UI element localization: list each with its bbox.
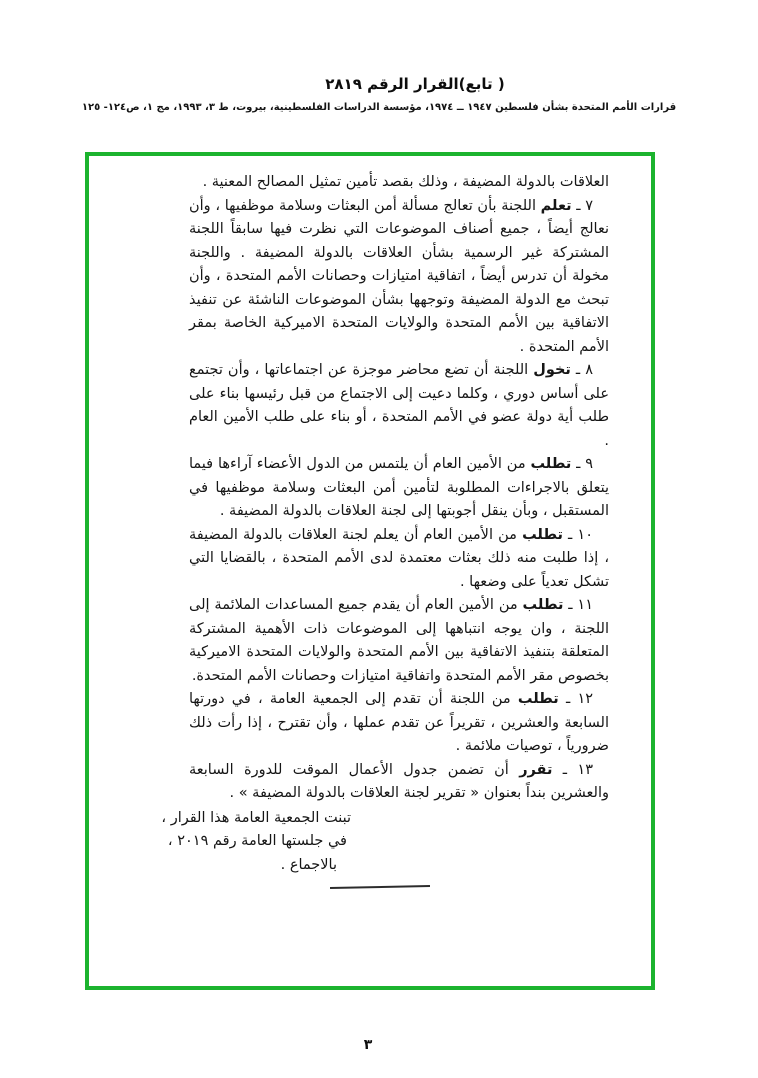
paragraph: ٨ ـ تخول اللجنة أن تضع محاضر موجزة عن اجتماعاتها ، وأن تجتمع على أساس دوري ، وكلما دعيت إلى الاجتماع من قبل رئيسها بناء على طلب أية دولة عضو في الأمم المتحدة ، أو بناء على طلب الأمين العام .: [189, 362, 609, 449]
divider: [330, 885, 430, 889]
paragraph: ٩ ـ تطلب من الأمين العام أن يلتمس من الدول الأعضاء آراءها فيما يتعلق بالاجراءات المطلوبة لتأمين أمن البعثات وسلامة موظفيها في المستقبل ، وبأن ينقل أجوبتها إلى لجنة العلاقات بالدولة المضيفة .: [189, 456, 609, 519]
paragraph: ١٢ ـ تطلب من اللجنة أن تقدم إلى الجمعية العامة ، في دورتها السابعة والعشرين ، تقريراً عن تقدم عملها ، وأن تقترح ، إذا رأت ذلك ضرورياً ، توصيات ملائمة .: [189, 691, 609, 754]
page-number: ٣: [363, 1037, 373, 1053]
highlight-box: [85, 152, 655, 990]
paragraph: ١٠ ـ تطلب من الأمين العام أن يعلم لجنة العلاقات بالدولة المضيفة ، إذا طلبت منه ذلك بعثات معتمدة لدى الأمم المتحدة ، بالقضايا التي تشكل تعدياً على وضعها .: [189, 526, 609, 590]
paragraph: ١٣ ـ تقرر أن تضمن جدول الأعمال الموقت للدورة السابعة والعشرين بنداً بعنوان « تقرير لجنة العلاقات بالدولة المضيفة » .: [189, 761, 609, 801]
closing-line: في جلستها العامة رقم ٢٠١٩ ،: [167, 833, 347, 849]
resolution-text: [161, 171, 609, 888]
page-title: ( تابع)القرار الرقم ٢٨١٩: [325, 75, 505, 93]
adoption-block: [161, 807, 609, 878]
paragraph: العلاقات بالدولة المضيفة ، وذلك بقصد تأمين تمثيل المصالح المعنية .: [202, 174, 609, 190]
closing-line: تبنت الجمعية العامة هذا القرار ،: [161, 809, 351, 826]
paragraph: ١١ ـ تطلب من الأمين العام أن يقدم جميع المساعدات الملائمة إلى اللجنة ، وان يوجه انتباهها إلى الموضوعات ذات الأهمية المشتركة المتعلقة بتنفيذ الاتفاقية بين الأمم المتحدة والولايات المتحدة الاميركية بخصوص مقر الأمم المتحدة واتفاقية امتيازات وحصانات الأمم المتحدة.: [189, 597, 609, 684]
closing-line: بالاجماع .: [280, 856, 337, 873]
paragraph: ٧ ـ تعلم اللجنة بأن تعالج مسألة أمن البعثات وسلامة موظفيها ، وأن نعالج أيضاً ، جميع أصناف الموضوعات التي نظرت فيها سابقاً اللجنة المشتركة غير الرسمية بشأن العلاقات بالدولة المضيفة . واللجنة مخولة أن تدرس أيضاً ، اتفاقية امتيازات وحصانات الأمم المتحدة ، وأن تبحث مع الدولة المضيفة وتوجهها بشأن الموضوعات الناشئة عن تنفيذ الاتفاقية بين الأمم المتحدة والولايات المتحدة الاميركية الخاصة بمقر الأمم المتحدة .: [189, 197, 609, 355]
citation-line: قرارات الأمم المتحدة بشأن فلسطين ١٩٤٧ ــ ١٩٧٤، مؤسسة الدراسات الفلسطينية، بيروت، ط ٣، ١٩٩٣، مج ١، ص١٢٤- ١٢٥: [81, 102, 677, 113]
